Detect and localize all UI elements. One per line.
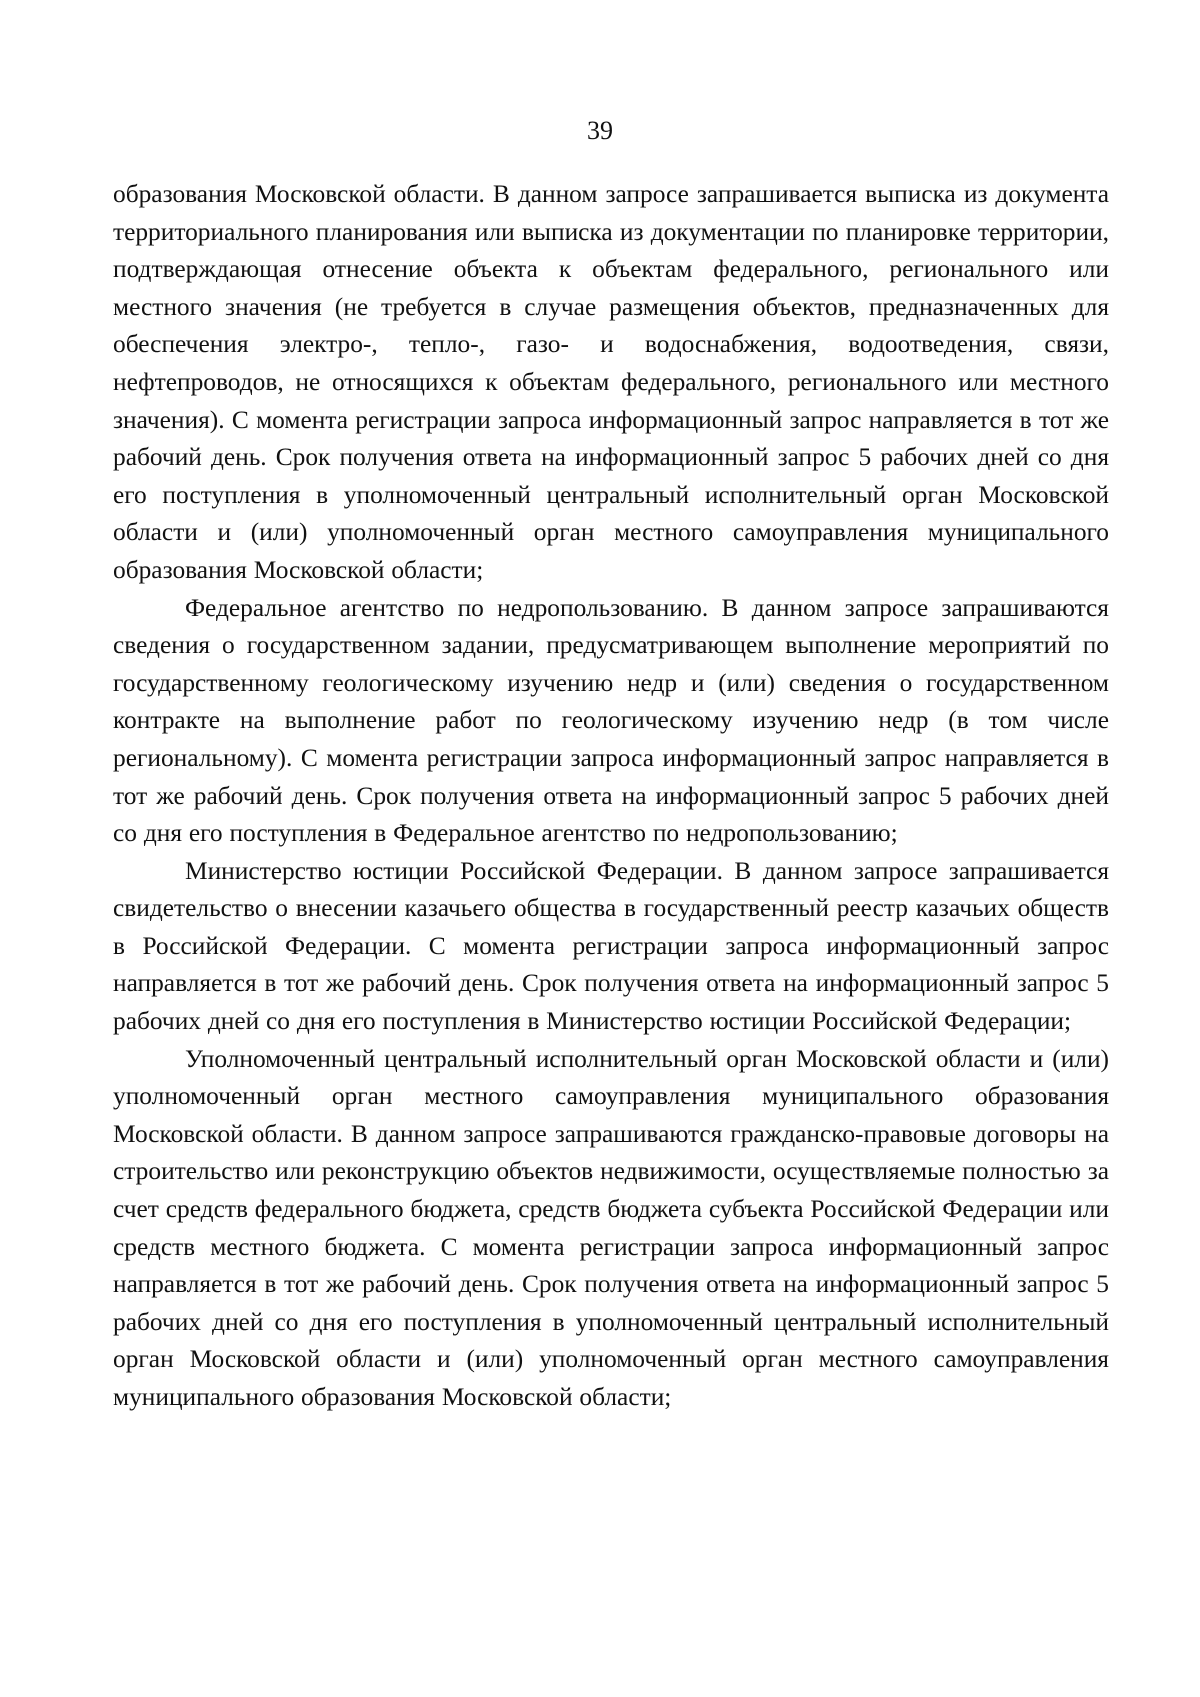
paragraph-2: Федеральное агентство по недропользованию. В данном запросе запрашиваются сведения о государственном задании, предусматривающем выполнение мероприятий по государственному геологическому изучению недр и (или) сведения о государственном контракте на выполнение работ по геологическому изучению недр (в том числе региональному). С момента регистрации запроса информационный запрос направляется в тот же рабочий день. Срок получения ответа на информационный запрос 5 рабочих дней со дня его поступления в Федеральное агентство по недропользованию;: [113, 593, 1109, 848]
paragraph-4: Уполномоченный центральный исполнительный орган Московской области и (или) уполномоченный орган местного самоуправления муниципального образования Московской области. В данном запросе запрашиваются гражданско-правовые договоры на строительство или реконструкцию объектов недвижимости, осуществляемые полностью за счет средств федерального бюджета, средств бюджета субъекта Российской Федерации или средств местного бюджета. С момента регистрации запроса информационный запрос направляется в тот же рабочий день. Срок получения ответа на информационный запрос 5 рабочих дней со дня его поступления в уполномоченный центральный исполнительный орган Московской области и (или) уполномоченный орган местного самоуправления муниципального образования Московской области;: [113, 1044, 1109, 1411]
page-number: 39: [587, 116, 613, 145]
document-body: [113, 176, 1109, 1417]
paragraph-3: Министерство юстиции Российской Федерации. В данном запросе запрашивается свидетельство о внесении казачьего общества в государственный реестр казачьих обществ в Российской Федерации. С момента регистрации запроса информационный запрос направляется в тот же рабочий день. Срок получения ответа на информационный запрос 5 рабочих дней со дня его поступления в Министерство юстиции Российской Федерации;: [113, 856, 1109, 1036]
paragraph-1: образования Московской области. В данном запросе запрашивается выписка из документа территориального планирования или выписка из документации по планировке территории, подтверждающая отнесение объекта к объектам федерального, регионального или местного значения (не требуется в случае размещения объектов, предназначенных для обеспечения электро-, тепло-, газо- и водоснабжения, водоотведения, связи, нефтепроводов, не относящихся к объектам федерального, регионального или местного значения). С момента регистрации запроса информационный запрос направляется в тот же рабочий день. Срок получения ответа на информационный запрос 5 рабочих дней со дня его поступления в уполномоченный центральный исполнительный орган Московской области и (или) уполномоченный орган местного самоуправления муниципального образования Московской области;: [113, 180, 1109, 584]
